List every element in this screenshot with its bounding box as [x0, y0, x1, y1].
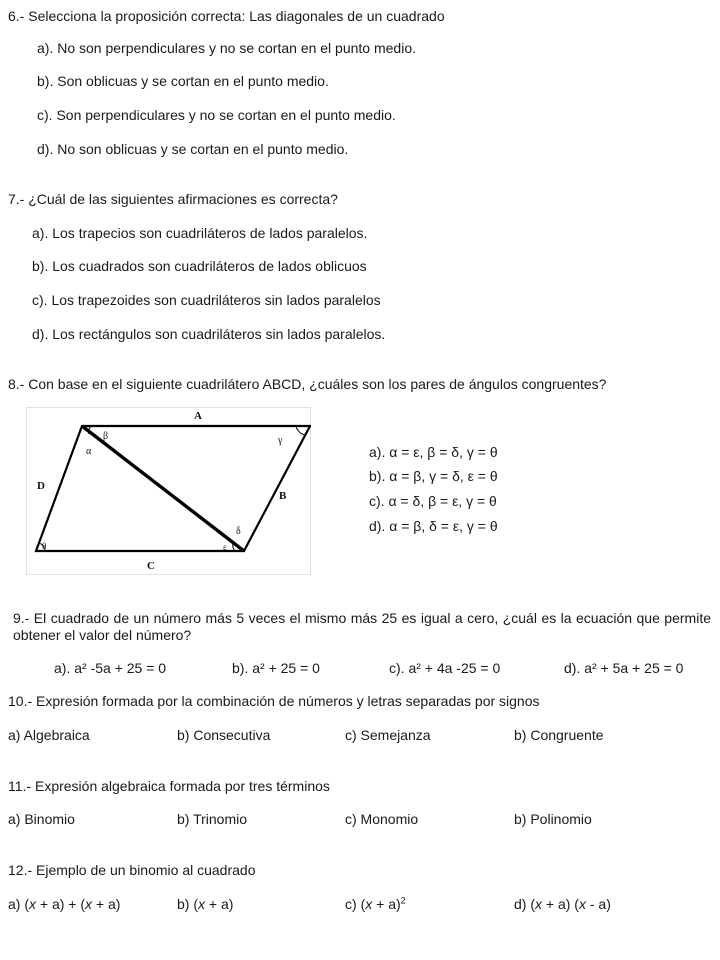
q6-option-c[interactable]: c). Son perpendiculares y no se cortan en el punto medio. — [37, 107, 396, 123]
q12-option-d-label: d) — [514, 896, 531, 912]
q12-option-c-exponent: 2 — [400, 895, 406, 906]
q12-option-a[interactable] — [8, 896, 120, 912]
q11-option-b[interactable]: b) Trinomio — [177, 811, 248, 827]
question-10: 10.- Expresión formada por la combinación de números y letras separadas por signos — [8, 693, 540, 709]
q9-option-c[interactable]: c). a² + 4a -25 = 0 — [389, 660, 501, 676]
question-7: 7.- ¿Cuál de las siguientes afirmaciones es correcta? — [8, 191, 338, 207]
q6-option-a[interactable]: a). No son perpendiculares y no se cortan en el punto medio. — [37, 40, 417, 56]
q12-option-c-expr: (x + a) — [360, 896, 401, 912]
q12-option-d[interactable] — [514, 896, 611, 912]
angle-label-beta: β — [103, 431, 109, 442]
q8-option-c[interactable]: c). α = δ, β = ε, γ = θ — [369, 493, 497, 509]
quadrilateral-figure — [26, 407, 311, 575]
angle-label-epsilon: ε — [223, 542, 227, 552]
q11-option-d[interactable]: b) Polinomio — [514, 811, 592, 827]
q7-option-b[interactable]: b). Los cuadrados son cuadriláteros de lados oblicuos — [32, 258, 367, 274]
question-9: 9.- El cuadrado de un número más 5 veces el mismo más 25 es igual a cero, ¿cuál es la ecuación que permite obtener el valor del número? — [13, 610, 711, 643]
q10-option-a[interactable]: a) Algebraica — [8, 727, 90, 743]
q12-option-b[interactable] — [177, 896, 233, 912]
q9-option-b[interactable]: b). a² + 25 = 0 — [232, 660, 320, 676]
q12-option-c[interactable] — [345, 896, 406, 912]
q11-option-a[interactable]: a) Binomio — [8, 811, 75, 827]
q6-option-b[interactable]: b). Son oblicuas y se cortan en el punto medio. — [37, 73, 329, 89]
q12-option-a-expr: (x + a) + (x + a) — [24, 896, 121, 912]
q11-option-c[interactable]: c) Monomio — [345, 811, 419, 827]
q10-option-c[interactable]: c) Semejanza — [345, 727, 431, 743]
side-label-a: A — [194, 410, 202, 422]
question-8: 8.- Con base en el siguiente cuadrilátero ABCD, ¿cuáles son los pares de ángulos congruentes? — [8, 376, 607, 392]
q12-option-b-label: b) — [177, 896, 194, 912]
side-label-c: C — [147, 560, 155, 572]
q9-option-a[interactable]: a). a² -5a + 25 = 0 — [54, 660, 167, 676]
q12-option-a-label: a) — [8, 896, 25, 912]
q7-option-d[interactable]: d). Los rectángulos son cuadriláteros sin lados paralelos. — [32, 326, 386, 342]
angle-label-gamma: γ — [278, 435, 283, 446]
q10-option-d[interactable]: b) Congruente — [514, 727, 604, 743]
q6-option-d[interactable]: d). No son oblicuas y se cortan en el punto medio. — [37, 141, 349, 157]
question-11: 11.- Expresión algebraica formada por tres términos — [8, 778, 330, 794]
question-6: 6.- Selecciona la proposición correcta: Las diagonales de un cuadrado — [8, 8, 445, 24]
q8-option-a[interactable]: a). α = ε, β = δ, γ = θ — [369, 444, 498, 460]
q8-option-b[interactable]: b). α = β, γ = δ, ε = θ — [369, 468, 498, 484]
q8-option-d[interactable]: d). α = β, δ = ε, γ = θ — [369, 518, 498, 534]
q7-option-a[interactable]: a). Los trapecios son cuadriláteros de lados paralelos. — [32, 225, 368, 241]
angle-label-theta: θ — [42, 541, 47, 551]
q10-option-b[interactable]: b) Consecutiva — [177, 727, 271, 743]
side-label-b: B — [279, 490, 287, 502]
q12-option-d-expr: (x + a) (x - a) — [530, 896, 611, 912]
angle-label-delta: δ — [236, 526, 241, 537]
question-12: 12.- Ejemplo de un binomio al cuadrado — [8, 862, 256, 878]
q12-option-c-label: c) — [345, 896, 361, 912]
angle-label-alpha: α — [86, 446, 92, 457]
side-label-d: D — [37, 480, 45, 492]
q7-option-c[interactable]: c). Los trapezoides son cuadriláteros sin lados paralelos — [32, 292, 381, 308]
q9-option-d[interactable]: d). a² + 5a + 25 = 0 — [564, 660, 684, 676]
q12-option-b-expr: (x + a) — [193, 896, 234, 912]
